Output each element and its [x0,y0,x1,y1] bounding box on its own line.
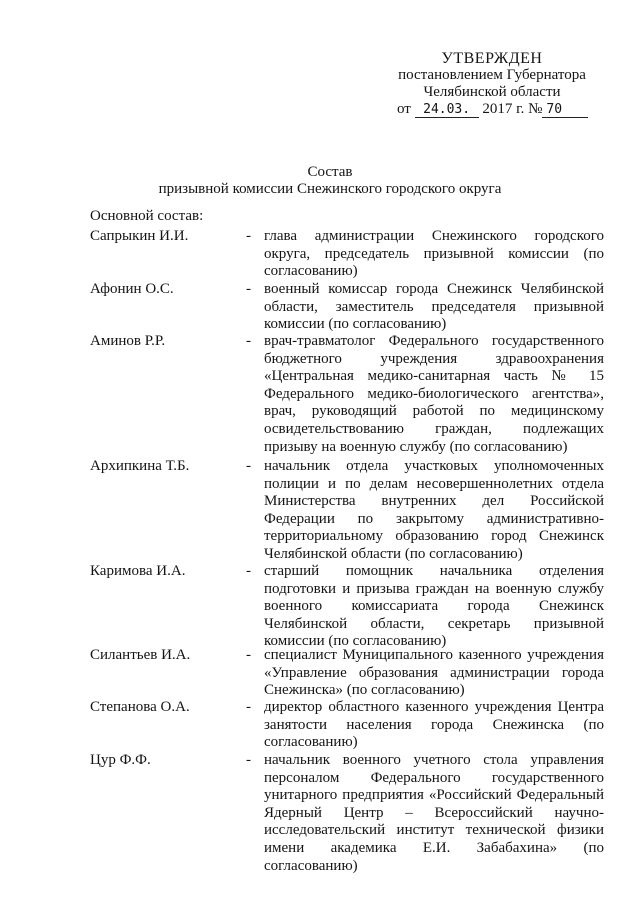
member-role: старший помощник начальника отделения подготовки и призыва граждан на военную службу военного комиссариата города Снежинск Челябинской области, секретарь призывной комиссии (по согласованию) [264,563,604,650]
approval-date-line [372,101,612,118]
member-role: начальник военного учетного стола управления персоналом Федерального государственного унитарного предприятия «Российский Федеральный Ядерный Центр – Всероссийский научно-исследовательский институт технической физики имени академика Е.И. Забабахина» (по согласованию) [264,752,604,874]
member-role: военный комиссар города Снежинск Челябинской области, заместитель председателя призывной комиссии (по согласованию) [264,281,604,333]
document-heading [120,164,540,198]
member-name: Каримова И.А. [90,563,186,579]
section-label: Основной состав: [90,208,204,224]
approval-line-1: постановлением Губернатора [398,67,586,83]
decree-number: 70 [542,103,588,118]
heading-line-1: Состав [307,164,353,180]
member-role: директор областного казенного учреждения Центра занятости населения города Снежинска (по согласованию) [264,699,604,751]
member-dash: - [246,752,251,768]
member-role: глава администрации Снежинского городского округа, председатель призывной комиссии (по согласованию) [264,228,604,280]
member-name: Архипкина Т.Б. [90,458,190,474]
member-dash: - [246,333,251,349]
member-name: Силантьев И.А. [90,647,191,663]
approval-block [372,50,612,118]
approval-title: УТВЕРЖДЕН [441,50,543,67]
member-name: Степанова О.А. [90,699,190,715]
member-role: начальник отдела участковых уполномоченных полиции и по делам несовершеннолетних отдела Министерства внутренних дел Российской Федерации по закрытому административно-территориальному образованию город Снежинск Челябинской области (по согласованию) [264,458,604,562]
member-dash: - [246,563,251,579]
member-role: специалист Муниципального казенного учреждения «Управление образования администрации города Снежинска» (по согласованию) [264,647,604,699]
member-dash: - [246,647,251,663]
member-name: Афонин О.С. [90,281,174,297]
member-role: врач-травматолог Федерального государственного бюджетного учреждения здравоохранения «Центральная медико-санитарная часть № 15 Федерального медико-биологического агентства», врач, руководящий работой по медицинскому освидетельствованию граждан, подлежащих призыву на военную службу (по согласованию) [264,333,604,455]
date-value: 24.03. [415,103,479,118]
heading-line-2: призывной комиссии Снежинского городского округа [158,181,502,197]
year-text: 2017 г. № [482,101,543,117]
date-prefix: от [397,101,411,117]
member-dash: - [246,699,251,715]
member-name: Цур Ф.Ф. [90,752,151,768]
member-dash: - [246,228,251,244]
approval-line-2: Челябинской области [423,84,561,100]
member-name: Сапрыкин И.И. [90,228,189,244]
member-dash: - [246,281,251,297]
member-name: Аминов Р.Р. [90,333,166,349]
member-dash: - [246,458,251,474]
